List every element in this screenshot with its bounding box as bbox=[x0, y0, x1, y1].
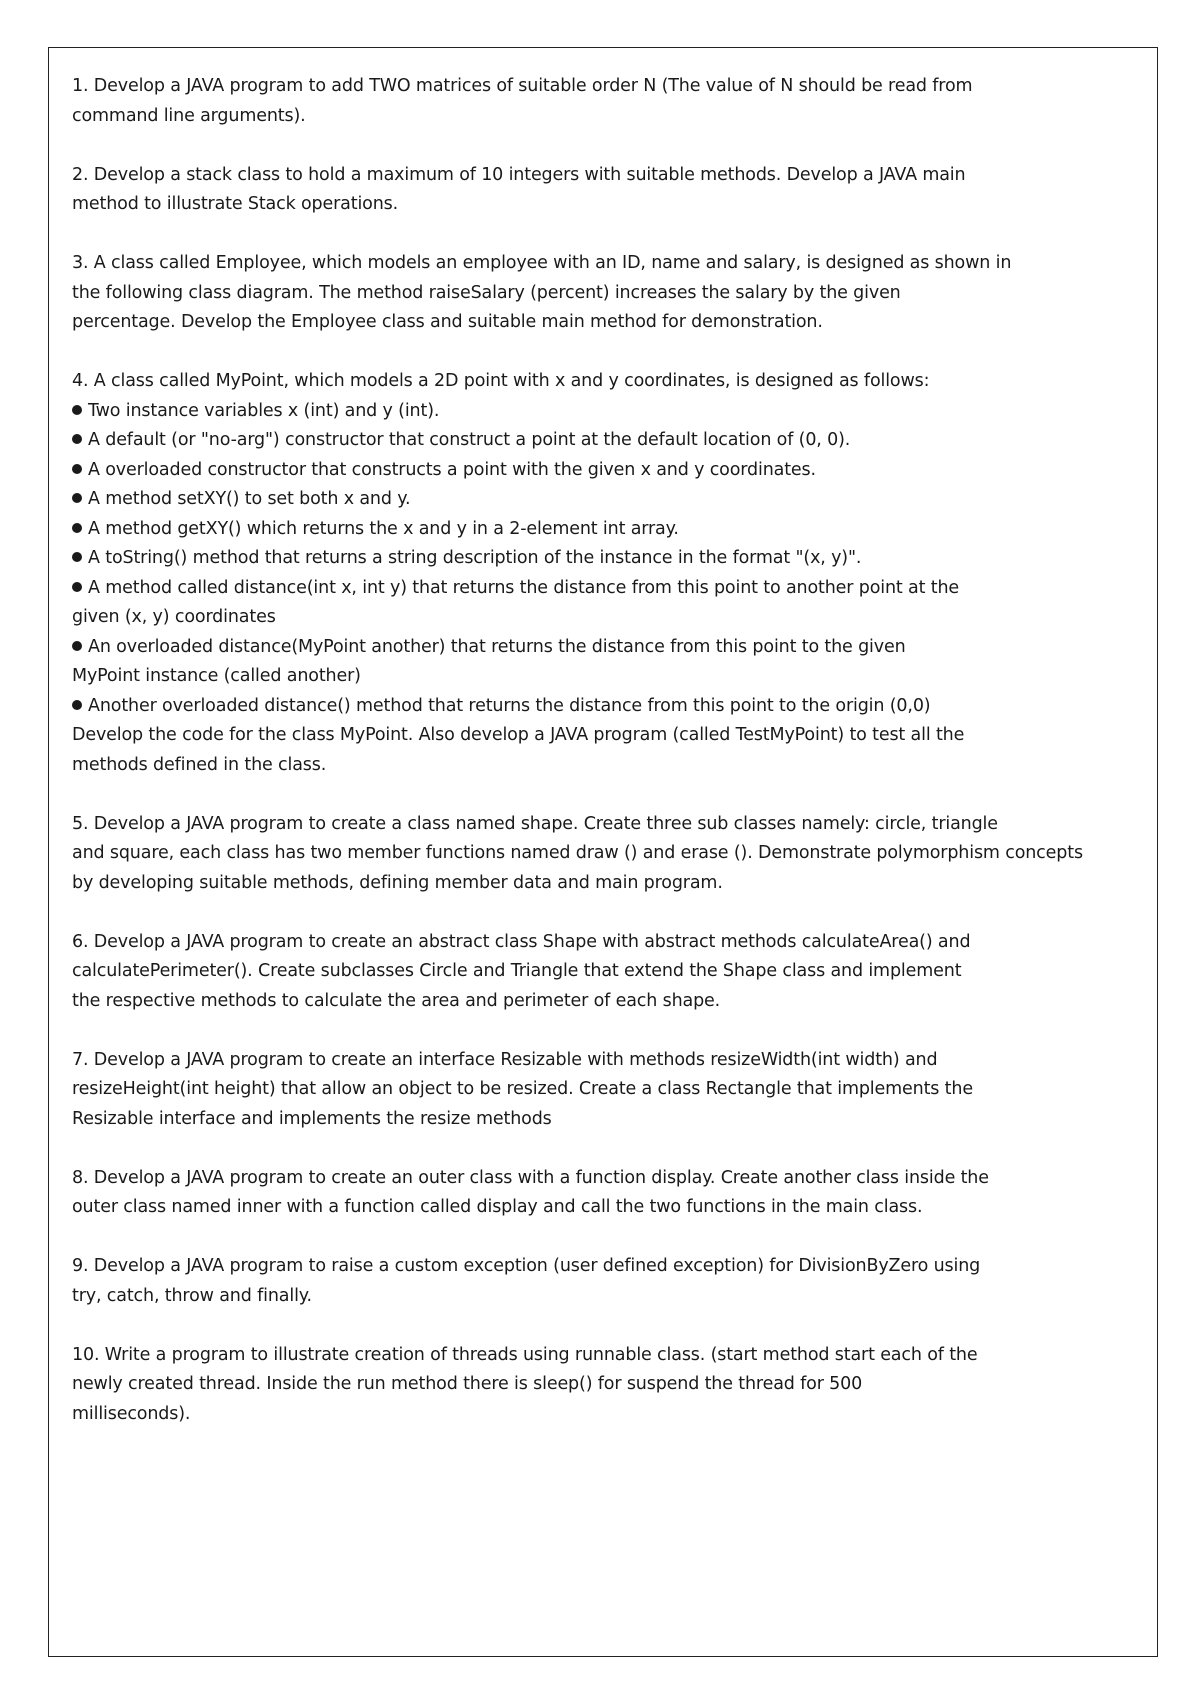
question-10 bbox=[72, 1341, 1136, 1430]
bullet-item bbox=[72, 544, 1136, 574]
question-7 bbox=[72, 1046, 1136, 1135]
question-line: Resizable interface and implements the resize methods bbox=[72, 1108, 552, 1129]
bullet-item bbox=[72, 692, 1136, 722]
question-line: 3. A class called Employee, which models an employee with an ID, name and salary, is designed as shown in bbox=[72, 253, 1012, 273]
question-9 bbox=[72, 1252, 1136, 1311]
bullet-icon bbox=[72, 552, 82, 562]
bullet-text: A overloaded constructor that constructs a point with the given x and y coordinates. bbox=[88, 459, 816, 480]
bullet-text: A method setXY() to set both x and y. bbox=[88, 489, 411, 509]
question-line: outer class named inner with a function called display and call the two functions in the main class. bbox=[72, 1197, 923, 1217]
bullet-text: A default (or "no-arg") constructor that construct a point at the default location of (0, 0). bbox=[88, 430, 851, 450]
paragraph-gap bbox=[72, 898, 1136, 928]
question-4 bbox=[72, 367, 1136, 780]
bullet-icon bbox=[72, 700, 82, 710]
question-1 bbox=[72, 72, 1136, 131]
bullet-item bbox=[72, 515, 1136, 545]
question-line: percentage. Develop the Employee class and suitable main method for demonstration. bbox=[72, 312, 823, 332]
bullet-item bbox=[72, 426, 1136, 456]
document-body bbox=[72, 72, 1136, 1429]
paragraph-gap bbox=[72, 1016, 1136, 1046]
paragraph-gap bbox=[72, 1311, 1136, 1341]
question-line: milliseconds). bbox=[72, 1403, 191, 1424]
bullet-text: Two instance variables x (int) and y (int). bbox=[88, 400, 440, 421]
question-line: 1. Develop a JAVA program to add TWO matrices of suitable order N (The value of N should be read from bbox=[72, 76, 973, 96]
question-line: 10. Write a program to illustrate creation of threads using runnable class. (start method start each of the bbox=[72, 1344, 978, 1365]
question-3 bbox=[72, 249, 1136, 338]
question-line: and square, each class has two member functions named draw () and erase (). Demonstrate polymorphism concepts bbox=[72, 843, 1083, 863]
question-line: by developing suitable methods, defining member data and main program. bbox=[72, 872, 723, 893]
question-line: method to illustrate Stack operations. bbox=[72, 194, 399, 214]
bullet-item bbox=[72, 633, 1136, 663]
bullet-icon bbox=[72, 582, 82, 592]
paragraph-gap bbox=[72, 131, 1136, 161]
paragraph-gap bbox=[72, 338, 1136, 368]
bullet-text: An overloaded distance(MyPoint another) that returns the distance from this point to the given bbox=[88, 636, 906, 657]
question-6 bbox=[72, 928, 1136, 1017]
question-line: resizeHeight(int height) that allow an object to be resized. Create a class Rectangle that implements the bbox=[72, 1079, 973, 1099]
bullet-icon bbox=[72, 405, 82, 415]
bullet-text: A toString() method that returns a string description of the instance in the format "(x, y)". bbox=[88, 548, 862, 568]
question-line: 2. Develop a stack class to hold a maximum of 10 integers with suitable methods. Develop a JAVA main bbox=[72, 164, 966, 185]
question-line: calculatePerimeter(). Create subclasses Circle and Triangle that extend the Shape class and implement bbox=[72, 961, 962, 981]
question-2 bbox=[72, 161, 1136, 220]
question-5 bbox=[72, 810, 1136, 899]
question-closing: Develop the code for the class MyPoint. Also develop a JAVA program (called TestMyPoint) to test all the bbox=[72, 725, 965, 745]
question-intro: 4. A class called MyPoint, which models a 2D point with x and y coordinates, is designed as follows: bbox=[72, 371, 930, 391]
question-line: the following class diagram. The method raiseSalary (percent) increases the salary by the given bbox=[72, 282, 901, 303]
paragraph-gap bbox=[72, 1134, 1136, 1164]
bullet-icon bbox=[72, 464, 82, 474]
question-8 bbox=[72, 1164, 1136, 1223]
question-line: 6. Develop a JAVA program to create an abstract class Shape with abstract methods calculateArea() and bbox=[72, 931, 971, 952]
question-line: 9. Develop a JAVA program to raise a custom exception (user defined exception) for DivisionByZero using bbox=[72, 1256, 981, 1276]
paragraph-gap bbox=[72, 1223, 1136, 1253]
bullet-item bbox=[72, 456, 1136, 486]
bullet-text: A method called distance(int x, int y) that returns the distance from this point to another point at the bbox=[88, 577, 960, 598]
bullet-icon bbox=[72, 523, 82, 533]
question-line: 7. Develop a JAVA program to create an interface Resizable with methods resizeWidth(int width) and bbox=[72, 1049, 938, 1070]
bullet-text: A method getXY() which returns the x and y in a 2-element int array. bbox=[88, 518, 679, 539]
bullet-item bbox=[72, 574, 1136, 604]
bullet-continuation: given (x, y) coordinates bbox=[72, 607, 276, 627]
question-line: 8. Develop a JAVA program to create an outer class with a function display. Create another class inside the bbox=[72, 1167, 989, 1188]
bullet-icon bbox=[72, 493, 82, 503]
bullet-continuation: MyPoint instance (called another) bbox=[72, 666, 361, 686]
bullet-icon bbox=[72, 434, 82, 444]
question-line: the respective methods to calculate the area and perimeter of each shape. bbox=[72, 990, 721, 1011]
question-line: command line arguments). bbox=[72, 105, 306, 126]
bullet-item bbox=[72, 397, 1136, 427]
bullet-icon bbox=[72, 641, 82, 651]
question-closing: methods defined in the class. bbox=[72, 754, 327, 775]
question-line: newly created thread. Inside the run method there is sleep() for suspend the thread for 500 bbox=[72, 1374, 863, 1394]
paragraph-gap bbox=[72, 780, 1136, 810]
question-line: try, catch, throw and finally. bbox=[72, 1285, 312, 1306]
bullet-text: Another overloaded distance() method that returns the distance from this point to the origin (0,0) bbox=[88, 695, 931, 716]
paragraph-gap bbox=[72, 220, 1136, 250]
bullet-item bbox=[72, 485, 1136, 515]
question-line: 5. Develop a JAVA program to create a class named shape. Create three sub classes namely: circle, triangle bbox=[72, 813, 998, 834]
